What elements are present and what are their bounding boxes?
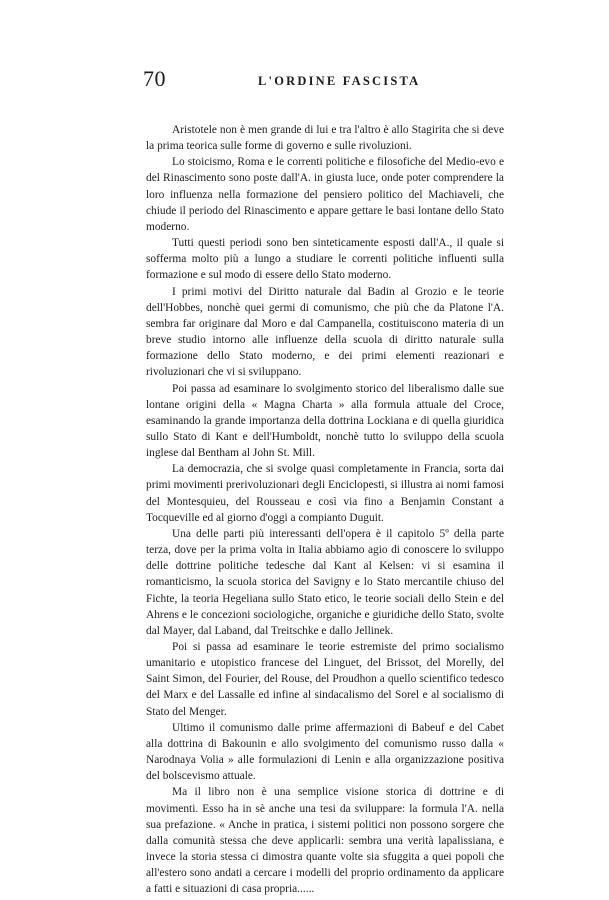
body-text bbox=[146, 122, 504, 898]
paragraph: La democrazia, che si svolge quasi completamente in Francia, sorta dai primi movimenti prerivoluzionari degli Enciclopesti, si illustra ai nomi famosi del Montesquieu, del Rousseau e così via fino a Benjamin Constant a Tocqueville ed al giorno d'oggi a compianto Duguit. bbox=[146, 463, 504, 524]
running-head: L'ORDINE FASCISTA bbox=[258, 74, 421, 88]
paragraph: Ma il libro non è una semplice visione storica di dottrine e di movimenti. Esso ha in sè anche una tesi da sviluppare: la formula l'A. nella sua prefazione. « Anche in pratica, i sistemi politici non possono sorgere che dalla comunità stessa che deve applicarli: sembra una verità lapalissiana, e invece la storia stessa ci dimostra quante volte sia sfuggita a quei popoli che all'estero sono andati a cercare i modelli del proprio ordinamento da applicare a fatti e situazioni di casa propria...... bbox=[146, 786, 504, 896]
paragraph: Lo stoicismo, Roma e le correnti politiche e filosofiche del Medio-evo e del Rinascimento sono poste dall'A. in giusta luce, onde poter comprendere la loro influenza nella formazione del pensiero politico del Machiaveli, che chiude il periodo del Rinascimento e appare gettare le basi lontane dello Stato moderno. bbox=[146, 156, 504, 233]
page-number: 70 bbox=[143, 66, 166, 91]
paragraph: Tutti questi periodi sono ben sinteticamente esposti dall'A., il quale si sofferma molto più a lungo a studiare le correnti politiche influenti sulla formazione e sul modo di essere dello Stato moderno. bbox=[146, 237, 504, 282]
paragraph: I primi motivi del Diritto naturale dal Badin al Grozio e le teorie dell'Hobbes, nonchè quei germi di comunismo, che più che da Platone l'A. sembra far originare dal Moro e dal Campanella, costituiscono materia di un breve studio intorno alle influenze della scuola di diritto naturale sulla formazione dello Stato moderno, e dei primi elementi reazionari e rivoluzionari che vi si sviluppano. bbox=[146, 285, 504, 379]
paragraph: Ultimo il comunismo dalle prime affermazioni di Babeuf e del Cabet alla dottrina di Bakounin e allo svolgimento del comunismo russo dalla « Narodnaya Volia » alle formulazioni di Lenin e alla organizzazione positiva del bolscevismo attuale. bbox=[146, 721, 504, 783]
paragraph: Una delle parti più interessanti dell'opera è il capitolo 5º della parte terza, dove per la prima volta in Italia abbiamo agio di conoscere lo sviluppo delle dottrine politiche tedesche dal Kant al Kelsen: vi si esamina il romanticismo, la scuola storica del Savigny e lo Stato mercantile chiuso del Fichte, la teoria Hegeliana sullo Stato etico, le teorie sociali dello Stein e del Ahrens e le concezioni sociologiche, organiche e giuridiche dello Stato, svolte dal Mayer, dal Laband, dal Treitschke e dallo Jellinek. bbox=[146, 527, 504, 637]
paragraph: Poi passa ad esaminare lo svolgimento storico del liberalismo dalle sue lontane origini della « Magna Charta » alla formula attuale del Croce, esaminando la grande importanza della dottrina Lockiana e di quella giuridica sullo Stato di Kant e dell'Humboldt, nonchè tutto lo sviluppo della scuola inglese dal Bentham al John St. Mill. bbox=[146, 382, 504, 460]
paragraph: Aristotele non è men grande di lui e tra l'altro è allo Stagirita che si deve la prima teorica sulle forme di governo e sulle rivoluzioni. bbox=[146, 124, 504, 153]
paragraph: Poi si passa ad esaminare le teorie estremiste del primo socialismo umanitario e utopistico francese del Linguet, del Brissot, del Morelly, del Saint Simon, del Fourier, del Rouse, del Proudhon a quello scientifico tedesco del Marx e del Lassalle ed infine al sindacalismo del Sorel e al socialismo di Stato del Menger. bbox=[146, 641, 504, 718]
